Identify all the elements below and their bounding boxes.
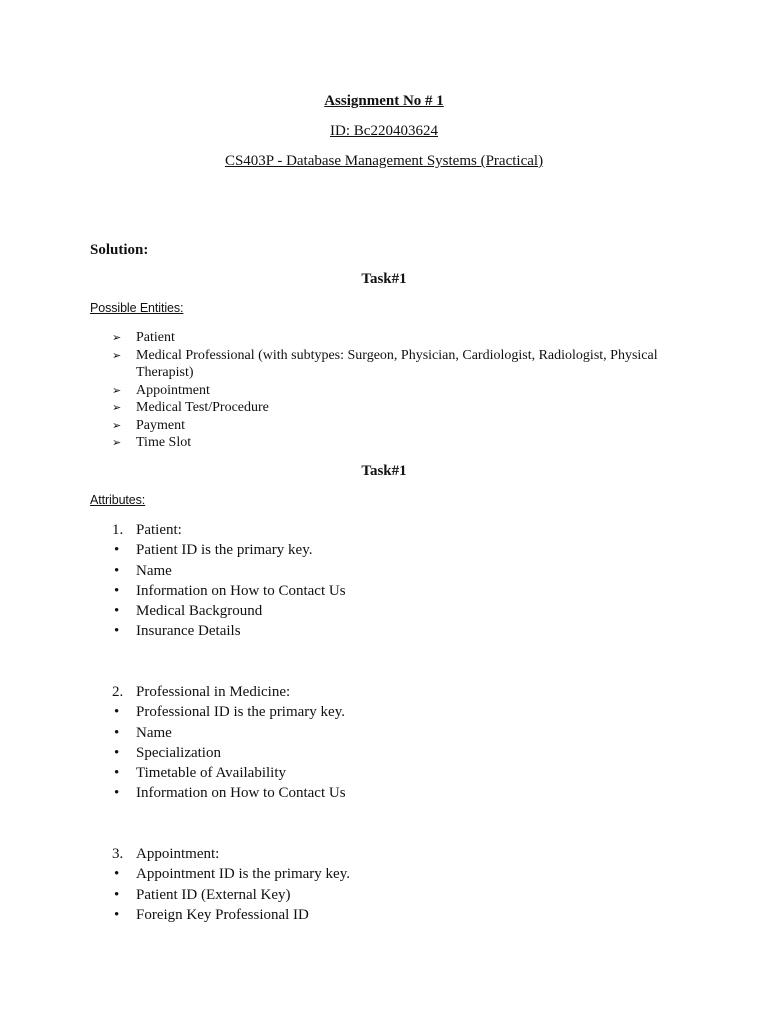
list-item: • Appointment ID is the primary key. <box>112 864 672 884</box>
entity-list <box>112 329 672 452</box>
list-item: • Patient ID is the primary key. <box>112 540 672 560</box>
attribute-group-professional <box>112 682 672 804</box>
possible-entities-label: Possible Entities: <box>90 301 184 315</box>
arrow-bullet-icon: ➢ <box>112 383 122 397</box>
list-item: • Specialization <box>112 743 672 763</box>
list-item: ➢ Appointment <box>112 382 210 398</box>
list-item: ➢ Payment <box>112 417 185 433</box>
arrow-bullet-icon: ➢ <box>112 436 122 449</box>
list-item: • Timetable of Availability <box>112 763 672 783</box>
list-item: ➢ Patient <box>112 330 175 345</box>
list-item: • Patient ID (External Key) <box>112 885 672 905</box>
bullet-icon: • <box>114 704 120 721</box>
list-item: ➢ Time Slot <box>112 435 192 450</box>
bullet-icon: • <box>114 603 120 620</box>
list-item: • Foreign Key Professional ID <box>112 905 672 925</box>
bullet-icon: • <box>114 562 120 579</box>
arrow-bullet-icon: ➢ <box>112 401 122 414</box>
bullet-icon: • <box>114 744 120 761</box>
list-item: ➢ Medical Professional (with subtypes: Surgeon, Physician, Cardiologist, Radiologist, Physical Therapist) <box>112 347 658 380</box>
bullet-icon: • <box>114 785 120 802</box>
arrow-bullet-icon: ➢ <box>112 331 122 344</box>
list-item: • Insurance Details <box>112 621 672 641</box>
arrow-bullet-icon: ➢ <box>112 418 122 432</box>
task1-heading: Task#1 <box>361 271 407 287</box>
bullet-icon: • <box>114 906 120 923</box>
list-item: • Name <box>112 723 672 743</box>
course-title: CS403P - Database Management Systems (Practical) <box>224 153 544 169</box>
student-id: ID: Bc220403624 <box>330 123 438 139</box>
assignment-title: Assignment No # 1 <box>324 93 444 109</box>
bullet-icon: • <box>114 724 120 741</box>
bullet-icon: • <box>114 866 120 883</box>
attributes-label: Attributes: <box>90 493 146 507</box>
group-heading: 2. Professional in Medicine: <box>112 684 291 700</box>
bullet-icon: • <box>114 623 120 640</box>
solution-label: Solution: <box>90 242 149 258</box>
bullet-icon: • <box>114 542 120 559</box>
list-item: • Professional ID is the primary key. <box>112 702 672 722</box>
list-item: • Information on How to Contact Us <box>112 581 672 601</box>
list-item: ➢ Medical Test/Procedure <box>112 400 269 415</box>
attribute-group-patient <box>112 520 672 642</box>
bullet-icon: • <box>114 886 120 903</box>
list-item: • Medical Background <box>112 601 672 621</box>
group-heading: 3. Appointment: <box>112 846 220 862</box>
task2-heading: Task#1 <box>361 463 407 479</box>
list-item: • Information on How to Contact Us <box>112 783 672 803</box>
group-heading: 1. Patient: <box>112 522 182 538</box>
bullet-icon: • <box>114 582 120 599</box>
bullet-icon: • <box>114 765 120 782</box>
arrow-bullet-icon: ➢ <box>112 348 122 362</box>
list-item: • Name <box>112 561 672 581</box>
attribute-group-appointment <box>112 844 672 925</box>
